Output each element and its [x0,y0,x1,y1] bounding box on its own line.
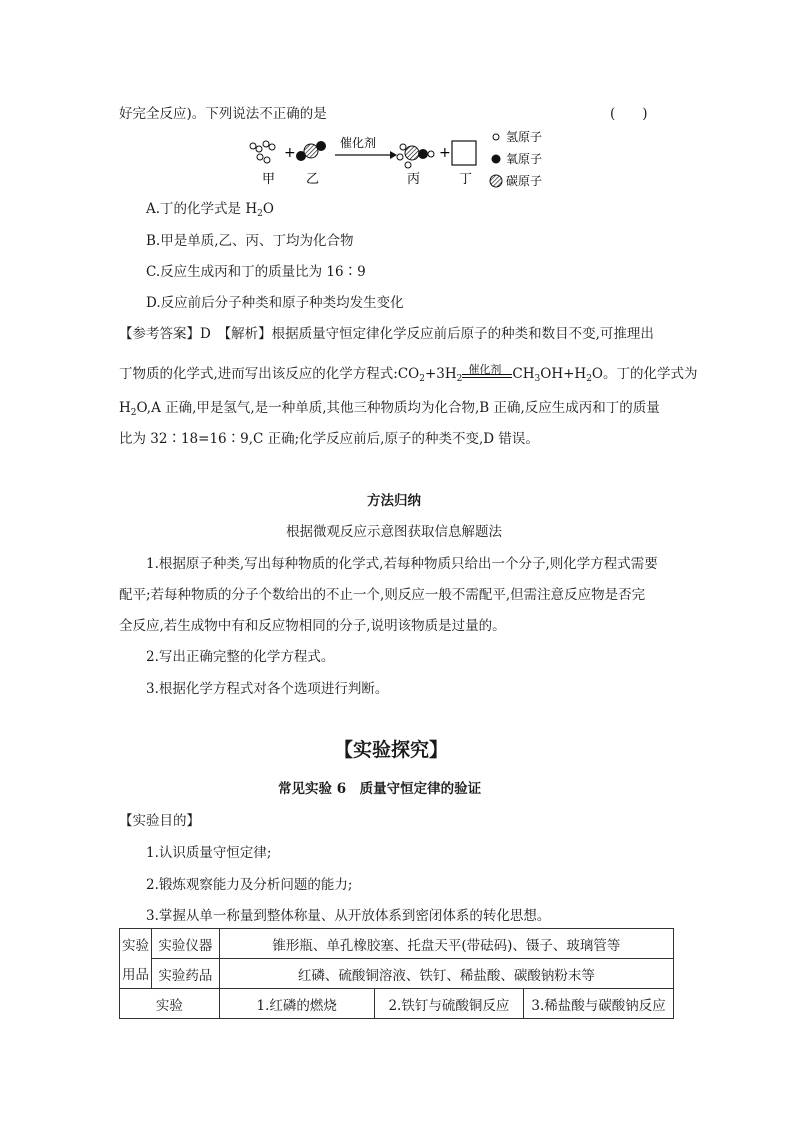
option-a: A.丁的化学式是 $H_2O$ [146,201,274,219]
method-p1-line2: 配平;若每种物质的分子个数给出的不止一个,则反应一般不需配平,但需注意反应物是否完 [119,587,646,603]
answer-line-2: 丁物质的化学式,进而写出该反应的化学方程式$:CO_2+3H_2$ 催化剂 $CH_3OH+H_2O$。丁的化学式为 [119,363,698,384]
row-label: 实验仪器 [151,929,219,959]
experiment-table [119,928,674,1019]
table-row [120,989,674,1019]
equation-catalyst-label: 催化剂 [468,363,502,376]
hydrogen-atom-icon [493,134,499,140]
purpose-item: 3.掌握从单一称量到整体称量、从开放体系到密闭体系的转化思想。 [146,908,551,924]
label-ding: 丁 [459,172,473,187]
purpose-item: 1.认识质量守恒定律; [146,845,272,861]
table-row [120,959,674,989]
question-stem: 好完全反应)。下列说法不正确的是 [119,106,327,122]
row-label: 实验药品 [151,959,219,989]
unknown-product-box [452,141,476,165]
row-value: 红磷、硫酸铜溶液、铁钉、稀盐酸、碳酸钠粉末等 [219,959,673,989]
method-p1-line3: 全反应,若生成物中有和反应物相同的分子,说明该物质是过量的。 [119,618,506,634]
category-cell-bottom: 用品 [120,959,152,989]
answer-line-3: $H_2O,A$ 正确,甲是氢气,是一种单质,其他三种物质均为化合物,B 正确,反应生成丙和丁的质量 [119,400,660,418]
row-value: 锥形瓶、单孔橡胶塞、托盘天平(带砝码)、镊子、玻璃管等 [219,929,673,959]
carbon-atom-icon [490,175,502,187]
experiment-cell: 3.稀盐酸与碳酸钠反应 [524,989,674,1019]
reaction-arrow-icon [335,151,397,159]
answer-line-1: 【参考答案】D 【解析】根据质量守恒定律化学反应前后原子的种类和数目不变,可推理出 [119,326,654,342]
purpose-item: 2.锻炼观察能力及分析问题的能力; [146,877,353,893]
method-p3: 3.根据化学方程式对各个选项进行判断。 [146,681,389,697]
legend-carbon: 碳原子 [506,174,543,188]
methanol-molecule-icon [397,144,434,168]
option-b: B.甲是单质,乙、丙、丁均为化合物 [146,233,354,249]
method-subtitle: 根据微观反应示意图获取信息解题法 [286,524,502,540]
option-c: C.反应生成丙和丁的质量比为 16∶9 [146,264,366,280]
legend [490,130,542,188]
plus-sign-1: + [284,145,296,161]
plus-sign-2: + [439,145,451,161]
reaction-diagram [240,125,580,191]
method-p1-line1: 1.根据原子种类,写出每种物质的化学式,若每种物质只给出一个分子,则化学方程式需要 [146,556,658,572]
method-title: 方法归纳 [367,493,421,509]
method-p2: 2.写出正确完整的化学方程式。 [146,649,335,665]
legend-oxygen: 氧原子 [506,152,543,166]
category-cell-top: 实验 [120,929,152,959]
label-yi: 乙 [306,172,320,187]
experiment-cell: 2.铁钉与硫酸铜反应 [374,989,524,1019]
experiment-cell: 1.红磷的燃烧 [219,989,374,1019]
option-d: D.反应前后分子种类和原子种类均发生变化 [146,295,404,311]
label-bing: 丙 [407,172,421,187]
label-jia: 甲 [262,172,276,187]
legend-hydrogen: 氢原子 [506,130,543,144]
purpose-label: 【实验目的】 [119,813,200,829]
hydrogen-molecules-icon [250,141,275,163]
answer-paren: ( ) [610,106,648,122]
table-row [120,929,674,959]
experiment-title: 常见实验 6 质量守恒定律的验证 [278,781,482,797]
section-title: 【实验探究】 [334,739,449,761]
co2-molecule-icon [296,141,326,161]
catalyst-label: 催化剂 [340,136,377,150]
row-label: 实验 [120,989,220,1019]
answer-line-4: 比为 32∶18=16∶9,C 正确;化学反应前后,原子的种类不变,D 错误。 [119,431,539,447]
oxygen-atom-icon [492,155,501,164]
